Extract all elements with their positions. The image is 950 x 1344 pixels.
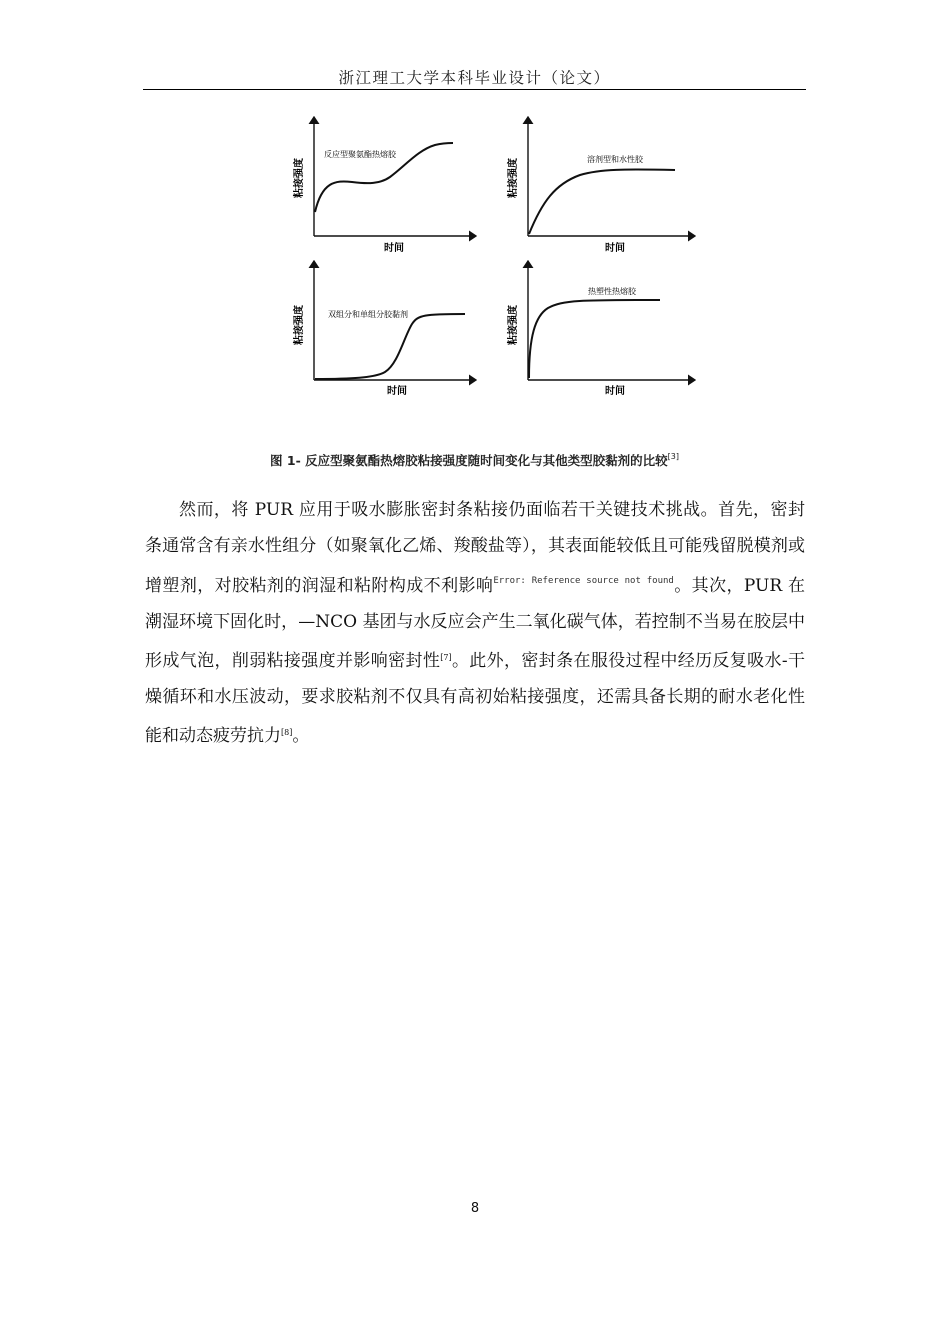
paragraph-sentence-2: 。其次，PUR 在潮湿环境下固化时，—NCO 基团与水反应会产生二氧化碳气体，若控制不当易在胶层中形成气泡，削弱粘接强度并影响密封性 — [145, 576, 806, 671]
body-paragraph — [145, 493, 805, 755]
panel-4-x-label: 时间 — [605, 386, 625, 397]
running-header: 浙江理工大学本科毕业设计（论文） — [143, 66, 806, 90]
panel-2-curve — [529, 170, 675, 234]
panel-2-x-label: 时间 — [605, 243, 625, 254]
broken-reference-error: Error: Reference source not found — [493, 576, 674, 586]
panel-2-curve-label: 溶剂型和水性胶 — [587, 155, 643, 164]
paragraph-sentence-4: 。 — [292, 726, 310, 746]
panel-3-x-label: 时间 — [387, 386, 407, 397]
page-number: 8 — [470, 1201, 480, 1216]
panel-4 — [506, 264, 692, 397]
panel-3-curve-label: 双组分和单组分胶黏剂 — [328, 310, 408, 319]
paragraph-sentence-3: 。此外，密封条在服役过程中经历反复吸水-干燥循环和水压波动，要求胶粘剂不仅具有高初始粘接强度，还需具备长期的耐水老化性能和动态疲劳抗力 — [145, 651, 806, 746]
figure-svg — [280, 112, 700, 408]
panel-1-x-label: 时间 — [384, 243, 404, 254]
panel-1 — [292, 120, 473, 254]
panel-3-curve — [315, 314, 465, 379]
citation-7: [7] — [440, 653, 452, 662]
panel-4-y-label: 粘接强度 — [508, 305, 519, 345]
panel-1-y-label: 粘接强度 — [294, 158, 305, 198]
panel-2 — [506, 120, 692, 254]
panel-3 — [292, 264, 473, 397]
panel-2-y-label: 粘接强度 — [508, 158, 519, 198]
figure-adhesive-strength-curves — [280, 112, 700, 408]
figure-caption-ref: [3] — [667, 452, 679, 461]
panel-1-curve-label: 反应型聚氨酯热熔胶 — [324, 150, 396, 159]
paragraph-sentence-1: 然而，将 PUR 应用于吸水膨胀密封条粘接仍面临若干关键技术挑战。首先，密封条通常含有亲水性组分（如聚氧化乙烯、羧酸盐等），其表面能较低且可能残留脱模剂或增塑剂，对胶粘剂的润湿和粘附构成不利影响 — [145, 500, 805, 596]
panel-3-y-label: 粘接强度 — [294, 305, 305, 345]
figure-caption — [143, 451, 806, 469]
panel-4-curve — [529, 300, 660, 378]
citation-8: [8] — [281, 728, 293, 737]
figure-caption-text: 图 1- 反应型聚氨酯热熔胶粘接强度随时间变化与其他类型胶黏剂的比较 — [270, 453, 668, 468]
panel-4-curve-label: 热塑性热熔胶 — [588, 287, 636, 296]
